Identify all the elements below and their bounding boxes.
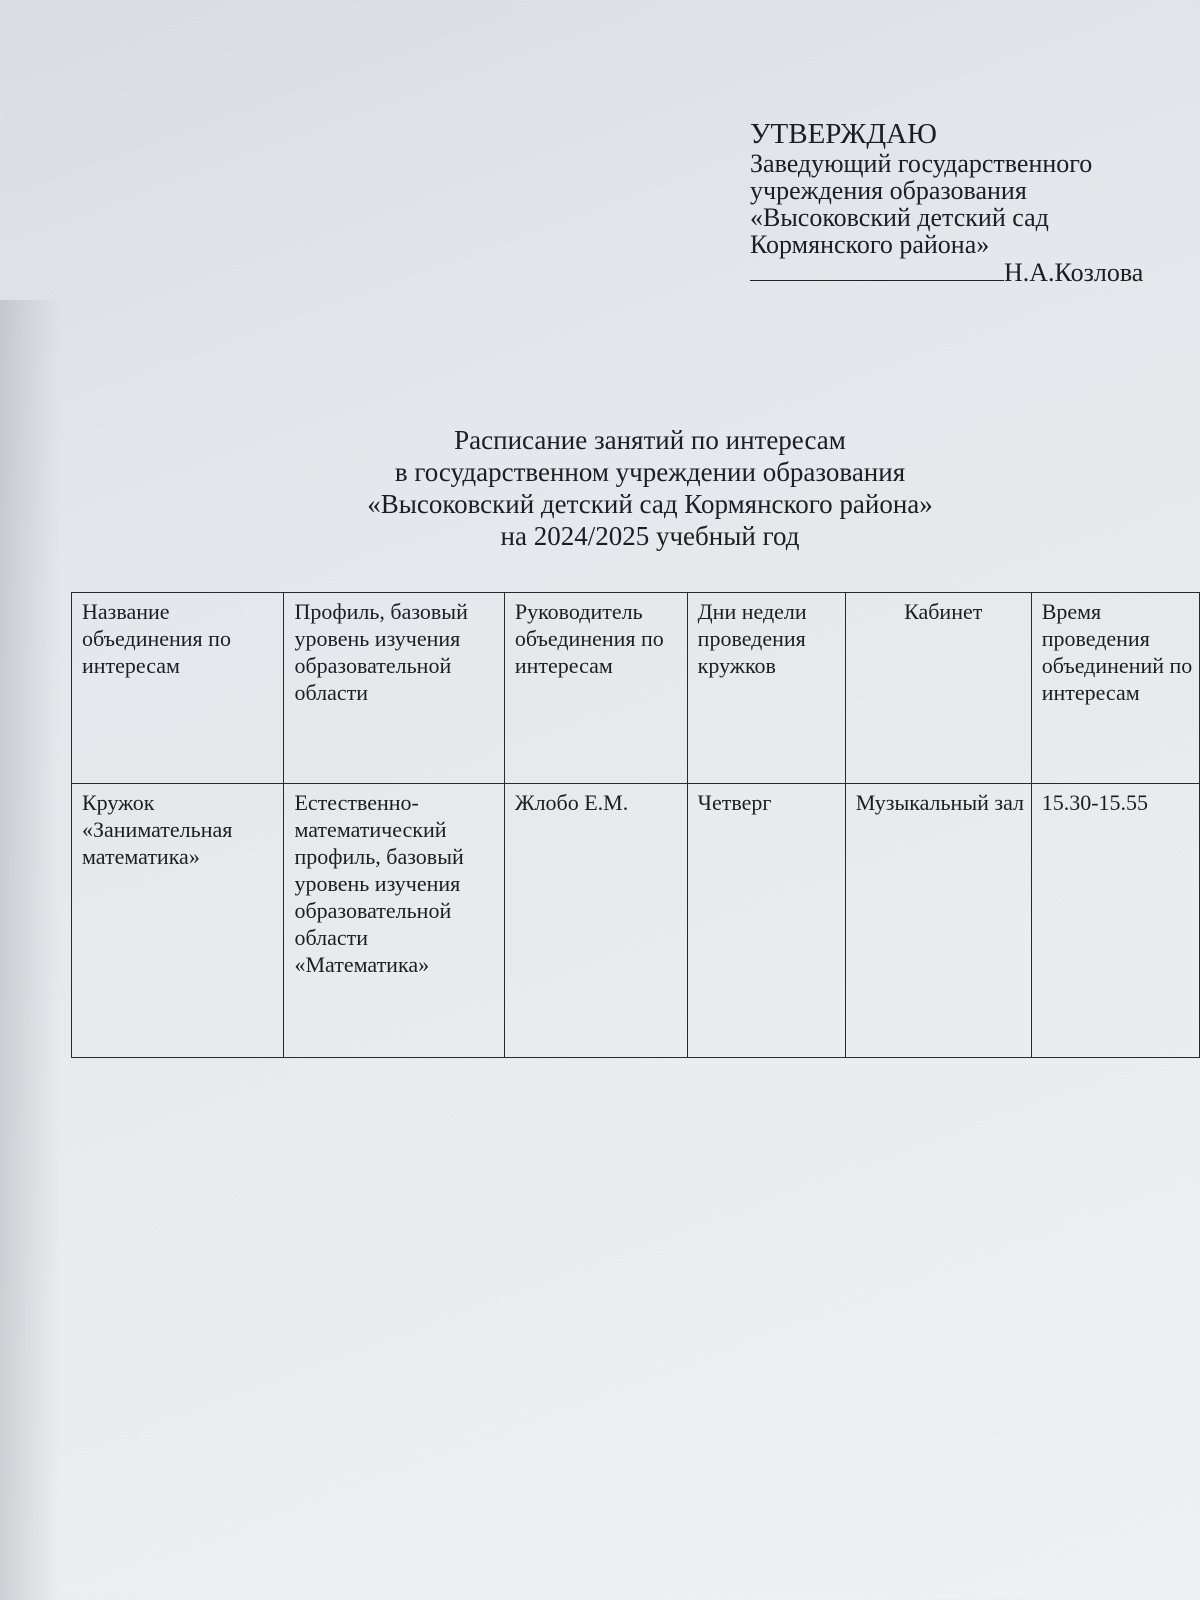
cell-association-name: Кружок «Занимательная математика»: [72, 784, 284, 1058]
approval-heading: УТВЕРЖДАЮ: [750, 118, 937, 150]
cell-room: Музыкальный зал: [845, 784, 1031, 1058]
header-association-name: Название объединения по интересам: [72, 593, 284, 784]
header-days: Дни недели проведения кружков: [687, 593, 845, 784]
title-line: Расписание занятий по интересам: [454, 425, 846, 455]
cell-leader: Жлобо Е.М.: [504, 784, 687, 1058]
header-time: Время проведения объединений по интересам: [1031, 593, 1199, 784]
title-line: в государственном учреждении образования: [394, 457, 906, 487]
header-room: Кабинет: [845, 593, 1031, 784]
signer-name: Н.А.Козлова: [1004, 258, 1144, 287]
cell-profile: Естественно-математический профиль, базовый уровень изучения образовательной области «Математика»: [284, 784, 504, 1058]
schedule-table: [71, 592, 1200, 1058]
cell-time: 15.30-15.55: [1031, 784, 1199, 1058]
header-leader: Руководитель объединения по интересам: [504, 593, 687, 784]
approval-line: Заведующий государственного: [750, 149, 1093, 178]
header-profile: Профиль, базовый уровень изучения образовательной области: [284, 593, 504, 784]
cell-day: Четверг: [687, 784, 845, 1058]
title-line: «Высоковский детский сад Кормянского района»: [367, 489, 933, 519]
title-line: на 2024/2025 учебный год: [500, 521, 800, 551]
signature-line: [750, 258, 1004, 281]
approval-block: [750, 118, 1190, 286]
table-row: [72, 784, 1200, 1058]
signature-row: [750, 258, 1190, 286]
approval-line: Кормянского района»: [750, 230, 990, 259]
approval-line: «Высоковский детский сад: [750, 203, 1049, 232]
table-header-row: [72, 593, 1200, 784]
document-title: [0, 424, 1200, 552]
approval-line: учреждения образования: [750, 176, 1027, 205]
